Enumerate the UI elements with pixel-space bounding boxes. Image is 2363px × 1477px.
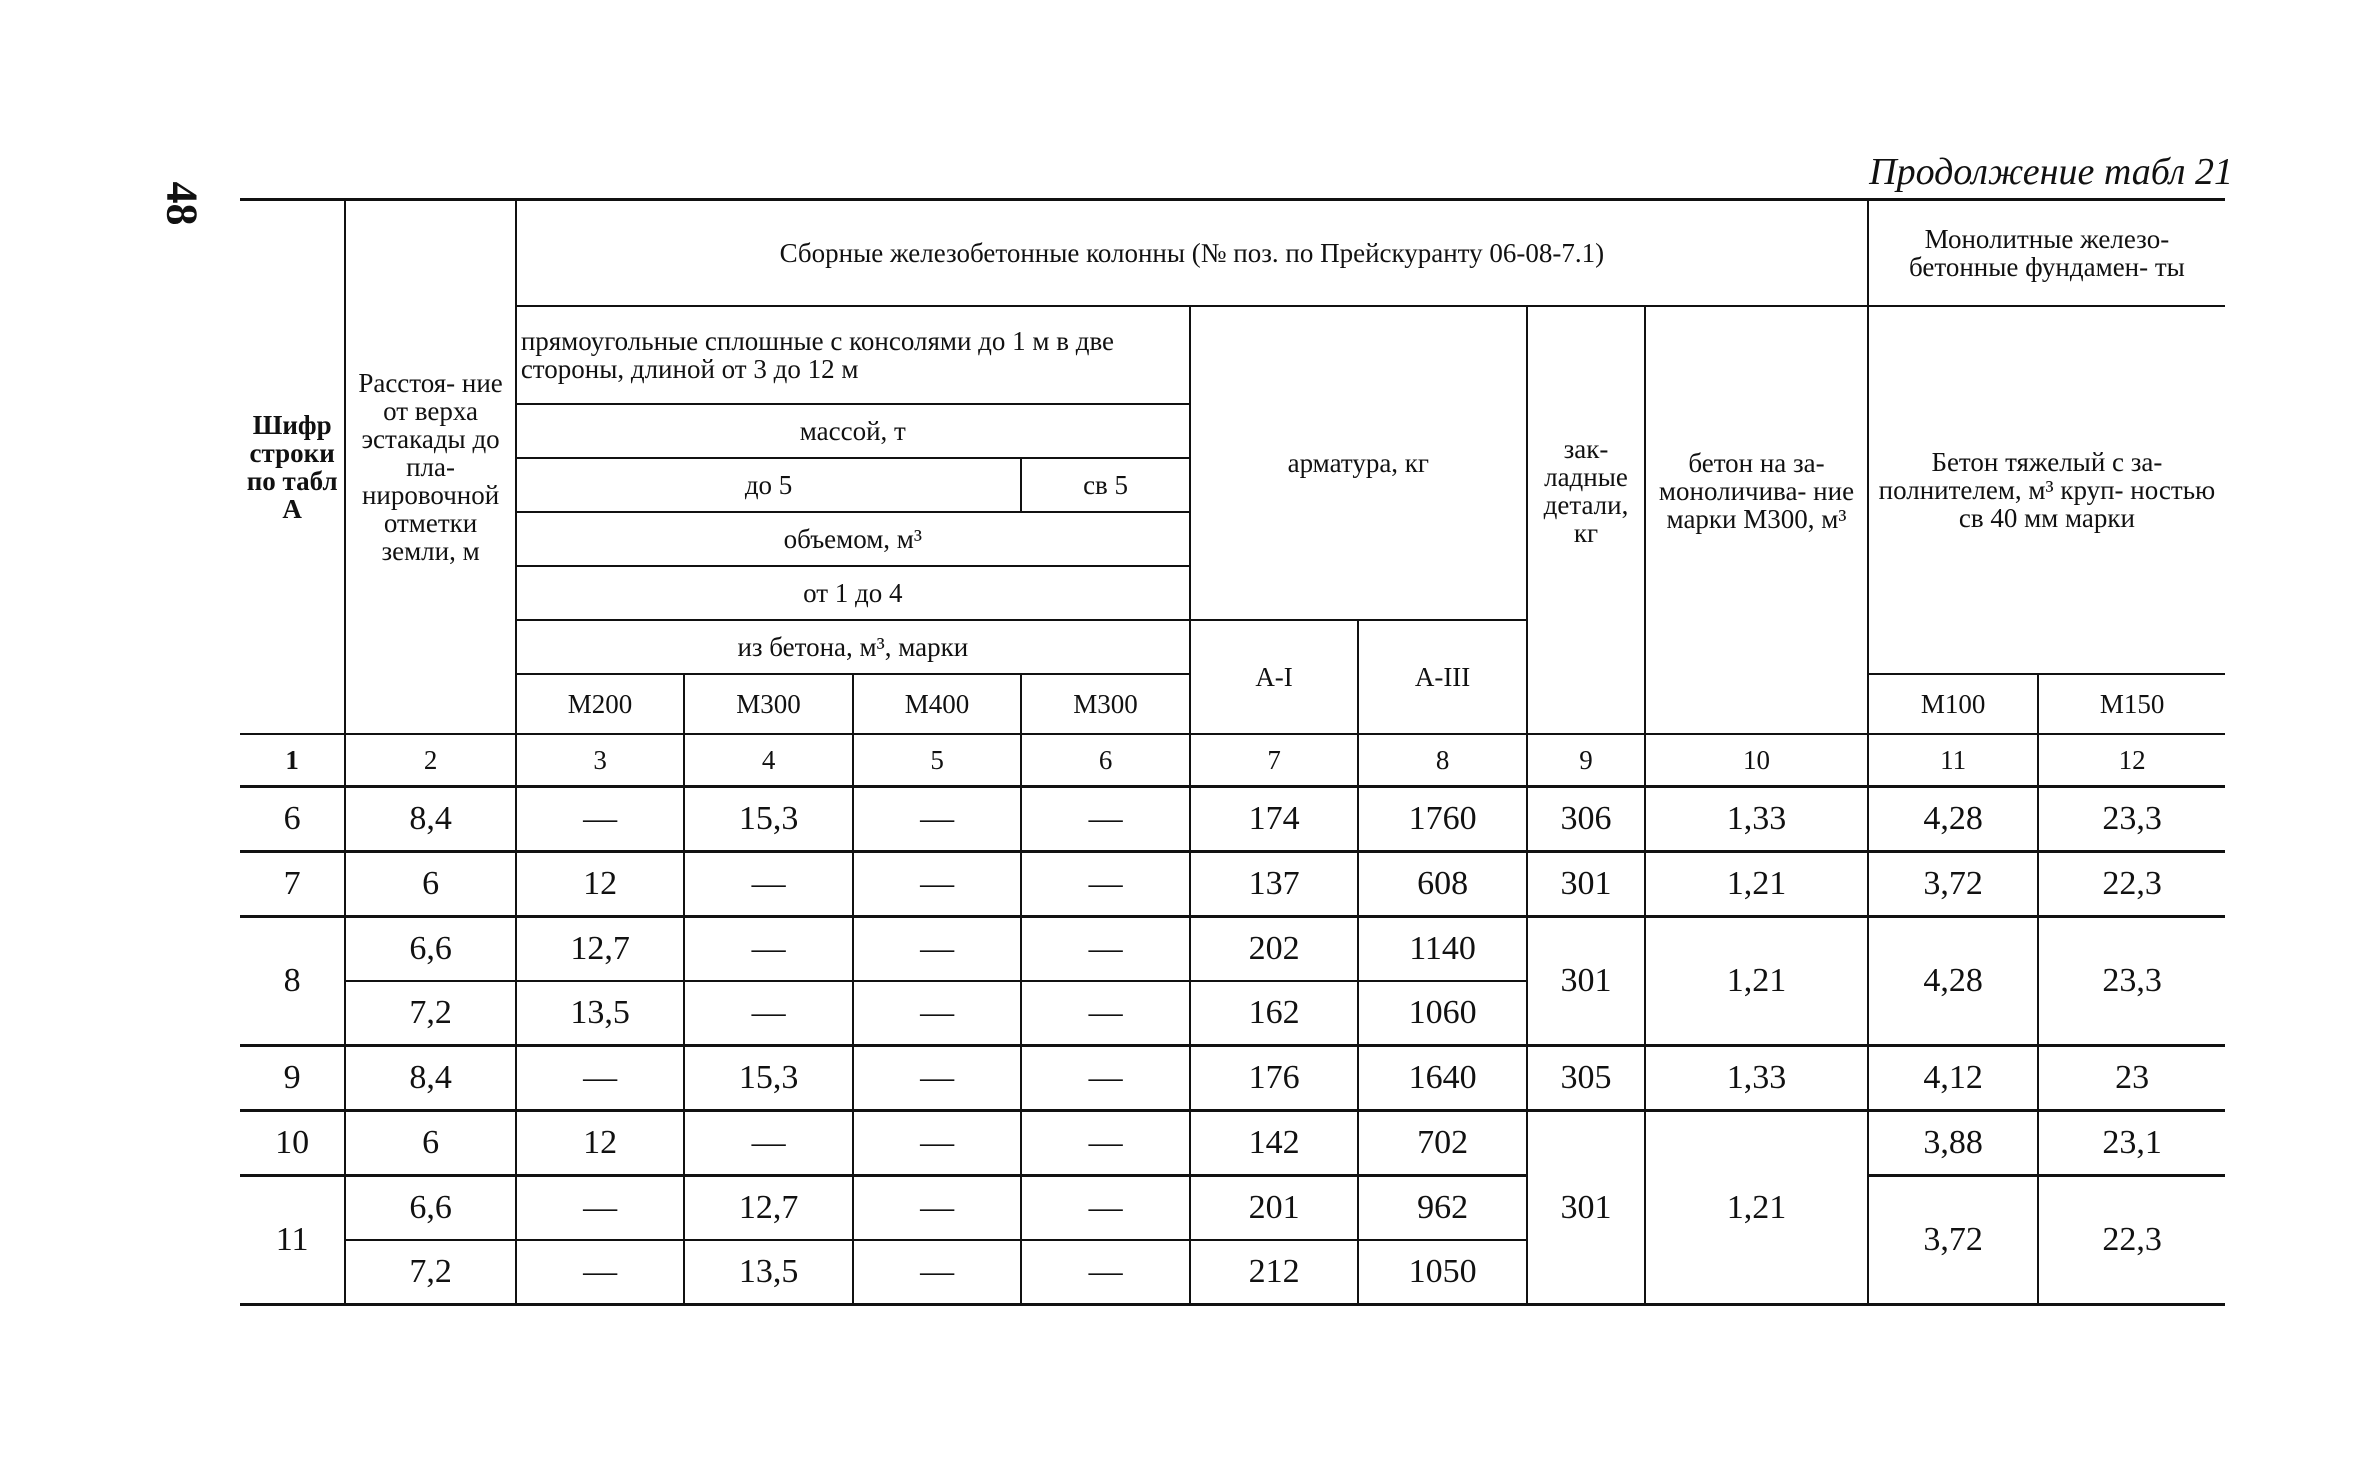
cell-m200: — <box>516 1176 685 1241</box>
row-height: 7,2 <box>345 981 516 1046</box>
row-height: 8,4 <box>345 1046 516 1111</box>
cell-m300: — <box>684 852 853 917</box>
cell-m150: 23,3 <box>2038 917 2225 1046</box>
header-grade-m200: М200 <box>516 674 685 734</box>
header-heavy-concrete: Бетон тяжелый с за- полнителем, м³ круп- ностью св 40 мм марки <box>1868 306 2225 674</box>
column-number: 4 <box>684 734 853 787</box>
cell-m300b: — <box>1021 1046 1190 1111</box>
table-row <box>240 1176 2225 1241</box>
header-volume: объемом, м³ <box>516 512 1190 566</box>
data-table <box>240 198 2225 1306</box>
cell-m400: — <box>853 1046 1022 1111</box>
row-code: 6 <box>240 787 345 852</box>
header-mass-le5: до 5 <box>516 458 1022 512</box>
row-height: 6,6 <box>345 1176 516 1241</box>
cell-embedded: 305 <box>1527 1046 1645 1111</box>
cell-m300: — <box>684 1111 853 1176</box>
cell-a1: 212 <box>1190 1240 1359 1305</box>
cell-monolith: 1,33 <box>1645 787 1868 852</box>
cell-monolith: 1,21 <box>1645 1111 1868 1305</box>
header-grade-m100: М100 <box>1868 674 2039 734</box>
cell-m300b: — <box>1021 981 1190 1046</box>
cell-m150: 22,3 <box>2038 1176 2225 1305</box>
cell-m100: 4,12 <box>1868 1046 2039 1111</box>
cell-m150: 23 <box>2115 1059 2150 1096</box>
row-height: 6,6 <box>345 917 516 982</box>
cell-m200: 12,7 <box>516 917 685 982</box>
cell-m400: — <box>853 787 1022 852</box>
continuation-title: Продолжение табл 21 <box>1869 151 2233 193</box>
column-number: 11 <box>1868 734 2039 787</box>
table-row <box>240 852 2225 917</box>
cell-a3: 1050 <box>1358 1240 1527 1305</box>
table-row <box>240 1111 2225 1176</box>
column-numbers-row <box>240 734 2225 787</box>
column-number: 1 <box>240 734 345 787</box>
cell-a3: 1640 <box>1358 1046 1527 1111</box>
header-volume-range: от 1 до 4 <box>516 566 1190 620</box>
column-number: 6 <box>1021 734 1190 787</box>
header-mass-gt5: св 5 <box>1021 458 1190 512</box>
column-number: 5 <box>853 734 1022 787</box>
cell-m200: — <box>516 1240 685 1305</box>
header-mass: массой, т <box>516 404 1190 458</box>
cell-a1: 176 <box>1190 1046 1359 1111</box>
header-precast-columns: Сборные железобетонные колонны (№ поз. по Прейскуранту 06-08-7.1) <box>516 200 1868 307</box>
cell-a3: 1760 <box>1358 787 1527 852</box>
row-code: 11 <box>240 1176 345 1305</box>
cell-m100: 4,28 <box>1868 787 2039 852</box>
cell-m400: — <box>853 852 1022 917</box>
row-code: 7 <box>240 852 345 917</box>
page-number: 48 <box>157 181 207 226</box>
header-grade-m400: М400 <box>853 674 1022 734</box>
cell-m300: — <box>684 917 853 982</box>
header-grade-m150: М150 <box>2099 689 2165 719</box>
header-height: Расстоя- ние от верха эстакады до пла- нировочной отметки земли, м <box>345 200 516 735</box>
column-number: 8 <box>1358 734 1527 787</box>
cell-m400: — <box>853 917 1022 982</box>
cell-embedded: 301 <box>1527 852 1645 917</box>
column-number: 12 <box>2038 734 2225 787</box>
cell-m300: 15,3 <box>684 1046 853 1111</box>
header-a1: А-I <box>1190 620 1359 734</box>
table-row <box>240 917 2225 982</box>
cell-a1: 137 <box>1190 852 1359 917</box>
cell-embedded: 306 <box>1527 787 1645 852</box>
cell-a1: 142 <box>1190 1111 1359 1176</box>
cell-m300b: — <box>1021 1111 1190 1176</box>
cell-m400: — <box>853 1111 1022 1176</box>
cell-a3: 1140 <box>1358 917 1527 982</box>
header-reinforcement: арматура, кг <box>1190 306 1527 620</box>
header-grade-m300b: М300 <box>1021 674 1190 734</box>
cell-m300: 12,7 <box>684 1176 853 1241</box>
column-number: 10 <box>1645 734 1868 787</box>
row-height: 6 <box>345 852 516 917</box>
cell-m300b: — <box>1021 917 1190 982</box>
cell-embedded: 301 <box>1527 1111 1645 1305</box>
cell-monolith: 1,21 <box>1645 852 1868 917</box>
column-number: 9 <box>1527 734 1645 787</box>
column-number: 7 <box>1190 734 1359 787</box>
column-number: 2 <box>345 734 516 787</box>
table-row <box>240 1046 2225 1111</box>
cell-a1: 201 <box>1190 1176 1359 1241</box>
row-code: 9 <box>240 1046 345 1111</box>
cell-a3: 702 <box>1358 1111 1527 1176</box>
row-height: 7,2 <box>345 1240 516 1305</box>
cell-a1: 162 <box>1190 981 1359 1046</box>
header-embedded-parts: зак- ладные детали, кг <box>1527 306 1645 674</box>
cell-m300b: — <box>1021 852 1190 917</box>
cell-m300b: — <box>1021 787 1190 852</box>
cell-m200: — <box>516 787 685 852</box>
cell-m100: 3,72 <box>1868 1176 2039 1305</box>
row-code: 8 <box>240 917 345 1046</box>
row-code: 10 <box>240 1111 345 1176</box>
header-monolith-concrete: бетон на за- моноличива- ние марки М300, м³ <box>1645 306 1868 674</box>
cell-m300: 13,5 <box>684 1240 853 1305</box>
cell-m150: 23,3 <box>2102 800 2162 837</box>
cell-m200: — <box>516 1046 685 1111</box>
cell-m400: — <box>853 1176 1022 1241</box>
cell-m200: 12 <box>516 1111 685 1176</box>
row-height: 8,4 <box>345 787 516 852</box>
cell-m400: — <box>853 981 1022 1046</box>
cell-m400: — <box>853 1240 1022 1305</box>
cell-m150: 22,3 <box>2102 865 2162 902</box>
cell-a3: 608 <box>1358 852 1527 917</box>
cell-m300b: — <box>1021 1176 1190 1241</box>
cell-m300: — <box>684 981 853 1046</box>
cell-m100: 3,88 <box>1868 1111 2039 1176</box>
cell-m200: 13,5 <box>516 981 685 1046</box>
cell-embedded: 301 <box>1527 917 1645 1046</box>
table-row <box>240 787 2225 852</box>
header-grade-m300: М300 <box>684 674 853 734</box>
cell-monolith: 1,21 <box>1645 917 1868 1046</box>
cell-a1: 174 <box>1190 787 1359 852</box>
cell-m300b: — <box>1021 1240 1190 1305</box>
cell-m300: 15,3 <box>684 787 853 852</box>
header-rect-columns: прямоугольные сплошные с консолями до 1 м в две стороны, длиной от 3 до 12 м <box>516 306 1190 404</box>
header-monolithic-foundations: Монолитные железо- бетонные фундамен- ты <box>1868 200 2225 307</box>
row-height: 6 <box>345 1111 516 1176</box>
header-a3: А-III <box>1358 620 1527 734</box>
cell-m200: 12 <box>516 852 685 917</box>
column-number: 3 <box>516 734 685 787</box>
cell-m100: 3,72 <box>1868 852 2039 917</box>
cell-a3: 1060 <box>1358 981 1527 1046</box>
header-concrete-grade: из бетона, м³, марки <box>516 620 1190 674</box>
cell-m100: 4,28 <box>1868 917 2039 1046</box>
cell-a3: 962 <box>1358 1176 1527 1241</box>
cell-m150: 23,1 <box>2102 1124 2162 1161</box>
header-row-code: Шифр строки по табл А <box>240 200 345 735</box>
cell-monolith: 1,33 <box>1645 1046 1868 1111</box>
cell-a1: 202 <box>1190 917 1359 982</box>
